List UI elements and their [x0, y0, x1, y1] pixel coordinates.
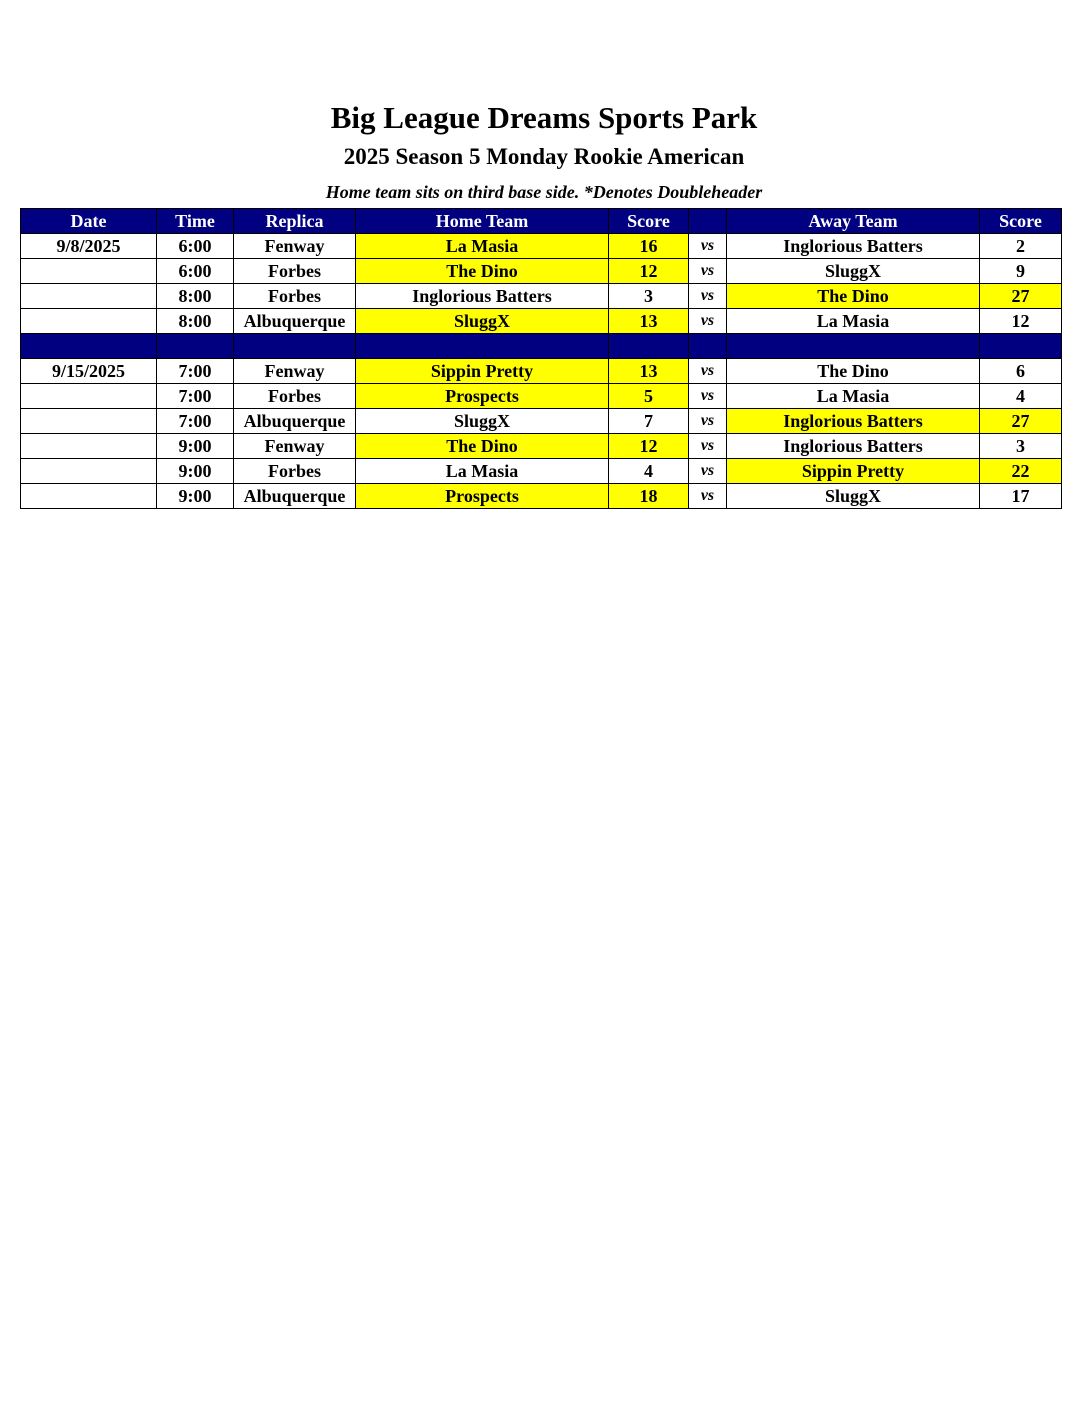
table-row [21, 459, 1062, 484]
col-header-time: Time [157, 209, 234, 234]
col-header-home-score: Score [609, 209, 689, 234]
separator-cell [21, 334, 157, 359]
cell-date: 9/8/2025 [21, 234, 157, 259]
page-title: Big League Dreams Sports Park [330, 100, 758, 135]
cell-vs: vs [689, 384, 727, 409]
cell-home-team: La Masia [356, 459, 609, 484]
cell-home-score: 12 [609, 434, 689, 459]
cell-home-team: Prospects [356, 484, 609, 509]
separator-cell [234, 334, 356, 359]
separator-cell [157, 334, 234, 359]
table-row [21, 284, 1062, 309]
cell-vs: vs [689, 359, 727, 384]
cell-date [21, 409, 157, 434]
separator-cell [980, 334, 1062, 359]
cell-vs: vs [689, 434, 727, 459]
cell-home-score: 3 [609, 284, 689, 309]
cell-home-score: 13 [609, 309, 689, 334]
cell-away-score: 3 [980, 434, 1062, 459]
cell-date [21, 459, 157, 484]
col-header-away-score: Score [980, 209, 1062, 234]
cell-date [21, 484, 157, 509]
separator-cell [356, 334, 609, 359]
cell-home-team: SluggX [356, 309, 609, 334]
cell-replica: Albuquerque [234, 409, 356, 434]
cell-date: 9/15/2025 [21, 359, 157, 384]
cell-time: 9:00 [157, 484, 234, 509]
cell-vs: vs [689, 309, 727, 334]
cell-home-team: SluggX [356, 409, 609, 434]
cell-home-score: 5 [609, 384, 689, 409]
cell-replica: Fenway [234, 234, 356, 259]
cell-vs: vs [689, 284, 727, 309]
table-row [21, 309, 1062, 334]
col-header-away-team: Away Team [727, 209, 980, 234]
cell-time: 6:00 [157, 259, 234, 284]
cell-away-team: Inglorious Batters [727, 409, 980, 434]
table-row [21, 434, 1062, 459]
cell-away-team: SluggX [727, 484, 980, 509]
cell-time: 7:00 [157, 409, 234, 434]
cell-home-team: The Dino [356, 434, 609, 459]
cell-home-score: 18 [609, 484, 689, 509]
cell-replica: Albuquerque [234, 484, 356, 509]
cell-date [21, 259, 157, 284]
cell-time: 6:00 [157, 234, 234, 259]
col-header-replica: Replica [234, 209, 356, 234]
cell-home-score: 7 [609, 409, 689, 434]
col-header-vs [689, 209, 727, 234]
cell-time: 7:00 [157, 359, 234, 384]
cell-home-score: 12 [609, 259, 689, 284]
schedule-table [20, 208, 1062, 509]
cell-away-score: 9 [980, 259, 1062, 284]
cell-date [21, 309, 157, 334]
cell-home-team: Inglorious Batters [356, 284, 609, 309]
table-row [21, 234, 1062, 259]
cell-away-team: SluggX [727, 259, 980, 284]
table-row [21, 484, 1062, 509]
cell-away-score: 17 [980, 484, 1062, 509]
week-separator-row [21, 334, 1062, 359]
cell-away-team: Inglorious Batters [727, 434, 980, 459]
table-row [21, 359, 1062, 384]
cell-replica: Forbes [234, 284, 356, 309]
col-header-date: Date [21, 209, 157, 234]
cell-home-score: 16 [609, 234, 689, 259]
table-row [21, 409, 1062, 434]
cell-replica: Forbes [234, 459, 356, 484]
cell-vs: vs [689, 459, 727, 484]
separator-cell [609, 334, 689, 359]
cell-away-team: La Masia [727, 309, 980, 334]
cell-away-team: La Masia [727, 384, 980, 409]
cell-away-score: 12 [980, 309, 1062, 334]
cell-away-score: 2 [980, 234, 1062, 259]
cell-date [21, 284, 157, 309]
cell-away-team: The Dino [727, 284, 980, 309]
cell-home-team: Sippin Pretty [356, 359, 609, 384]
cell-vs: vs [689, 234, 727, 259]
cell-date [21, 384, 157, 409]
table-header-row [21, 209, 1062, 234]
page-subtitle: 2025 Season 5 Monday Rookie American [343, 144, 745, 169]
table-row [21, 384, 1062, 409]
cell-away-score: 27 [980, 409, 1062, 434]
cell-away-score: 4 [980, 384, 1062, 409]
cell-replica: Fenway [234, 434, 356, 459]
separator-cell [689, 334, 727, 359]
cell-date [21, 434, 157, 459]
cell-vs: vs [689, 484, 727, 509]
cell-replica: Fenway [234, 359, 356, 384]
cell-home-score: 4 [609, 459, 689, 484]
cell-home-team: La Masia [356, 234, 609, 259]
col-header-home-team: Home Team [356, 209, 609, 234]
cell-home-team: The Dino [356, 259, 609, 284]
cell-away-team: Inglorious Batters [727, 234, 980, 259]
cell-time: 9:00 [157, 434, 234, 459]
cell-away-score: 6 [980, 359, 1062, 384]
cell-vs: vs [689, 409, 727, 434]
schedule-body [21, 234, 1062, 509]
cell-time: 9:00 [157, 459, 234, 484]
cell-replica: Forbes [234, 259, 356, 284]
cell-time: 8:00 [157, 309, 234, 334]
schedule-note: Home team sits on third base side. *Denotes Doubleheader [325, 182, 763, 202]
table-row [21, 259, 1062, 284]
cell-away-score: 27 [980, 284, 1062, 309]
cell-replica: Albuquerque [234, 309, 356, 334]
cell-home-team: Prospects [356, 384, 609, 409]
cell-time: 8:00 [157, 284, 234, 309]
cell-away-team: Sippin Pretty [727, 459, 980, 484]
cell-away-score: 22 [980, 459, 1062, 484]
cell-time: 7:00 [157, 384, 234, 409]
cell-home-score: 13 [609, 359, 689, 384]
cell-vs: vs [689, 259, 727, 284]
cell-replica: Forbes [234, 384, 356, 409]
separator-cell [727, 334, 980, 359]
cell-away-team: The Dino [727, 359, 980, 384]
